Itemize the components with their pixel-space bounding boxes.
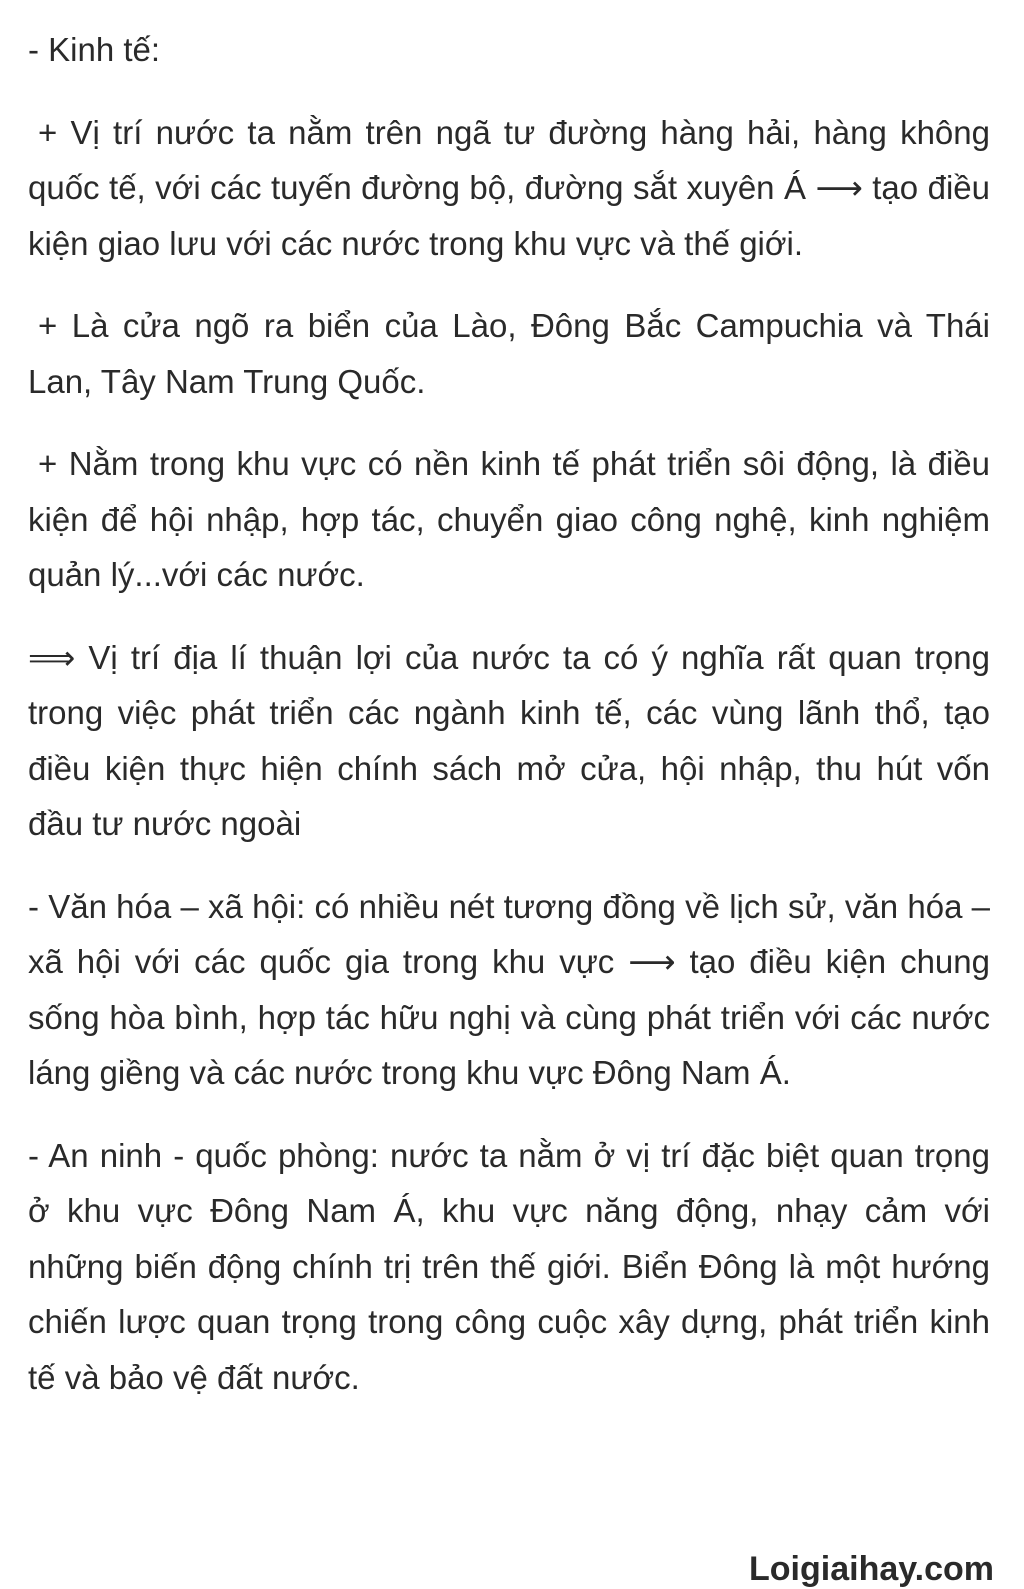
paragraph-gateway-to-sea: + Là cửa ngõ ra biển của Lào, Đông Bắc Campuchia và Thái Lan, Tây Nam Trung Quốc. xyxy=(28,307,990,400)
document-body xyxy=(28,22,990,1432)
paragraph-conclusion-economy: ⟹ Vị trí địa lí thuận lợi của nước ta có ý nghĩa rất quan trọng trong việc phát triển các ngành kinh tế, các vùng lãnh thổ, tạo điều kiện thực hiện chính sách mở cửa, hội nhập, thu hút vốn đầu tư nước ngoài xyxy=(28,638,990,842)
paragraph-dynamic-economy: + Nằm trong khu vực có nền kinh tế phát triển sôi động, là điều kiện để hội nhập, hợp tác, chuyển giao công nghệ, kinh nghiệm quản lý...với các nước. xyxy=(28,445,990,593)
paragraph-position-crossroads: + Vị trí nước ta nằm trên ngã tư đường hàng hải, hàng không quốc tế, với các tuyến đường bộ, đường sắt xuyên Á ⟶ tạo điều kiện giao lưu với các nước trong khu vực và thế giới. xyxy=(28,113,990,262)
paragraph-security-defense: - An ninh - quốc phòng: nước ta nằm ở vị trí đặc biệt quan trọng ở khu vực Đông Nam Á, khu vực năng động, nhạy cảm với những biến động chính trị trên thế giới. Biển Đông là một hướng chiến lược quan trọng trong công cuộc xây dựng, phát triển kinh tế và bảo vệ đất nước. xyxy=(28,1136,990,1396)
paragraph-culture-society: - Văn hóa – xã hội: có nhiều nét tương đồng về lịch sử, văn hóa – xã hội với các quốc gia trong khu vực ⟶ tạo điều kiện chung sống hòa bình, hợp tác hữu nghị và cùng phát triển với các nước láng giềng và các nước trong khu vực Đông Nam Á. xyxy=(28,887,990,1091)
site-watermark: Loigiaihay.com xyxy=(749,1550,994,1588)
section-heading-economy: - Kinh tế: xyxy=(28,31,161,68)
